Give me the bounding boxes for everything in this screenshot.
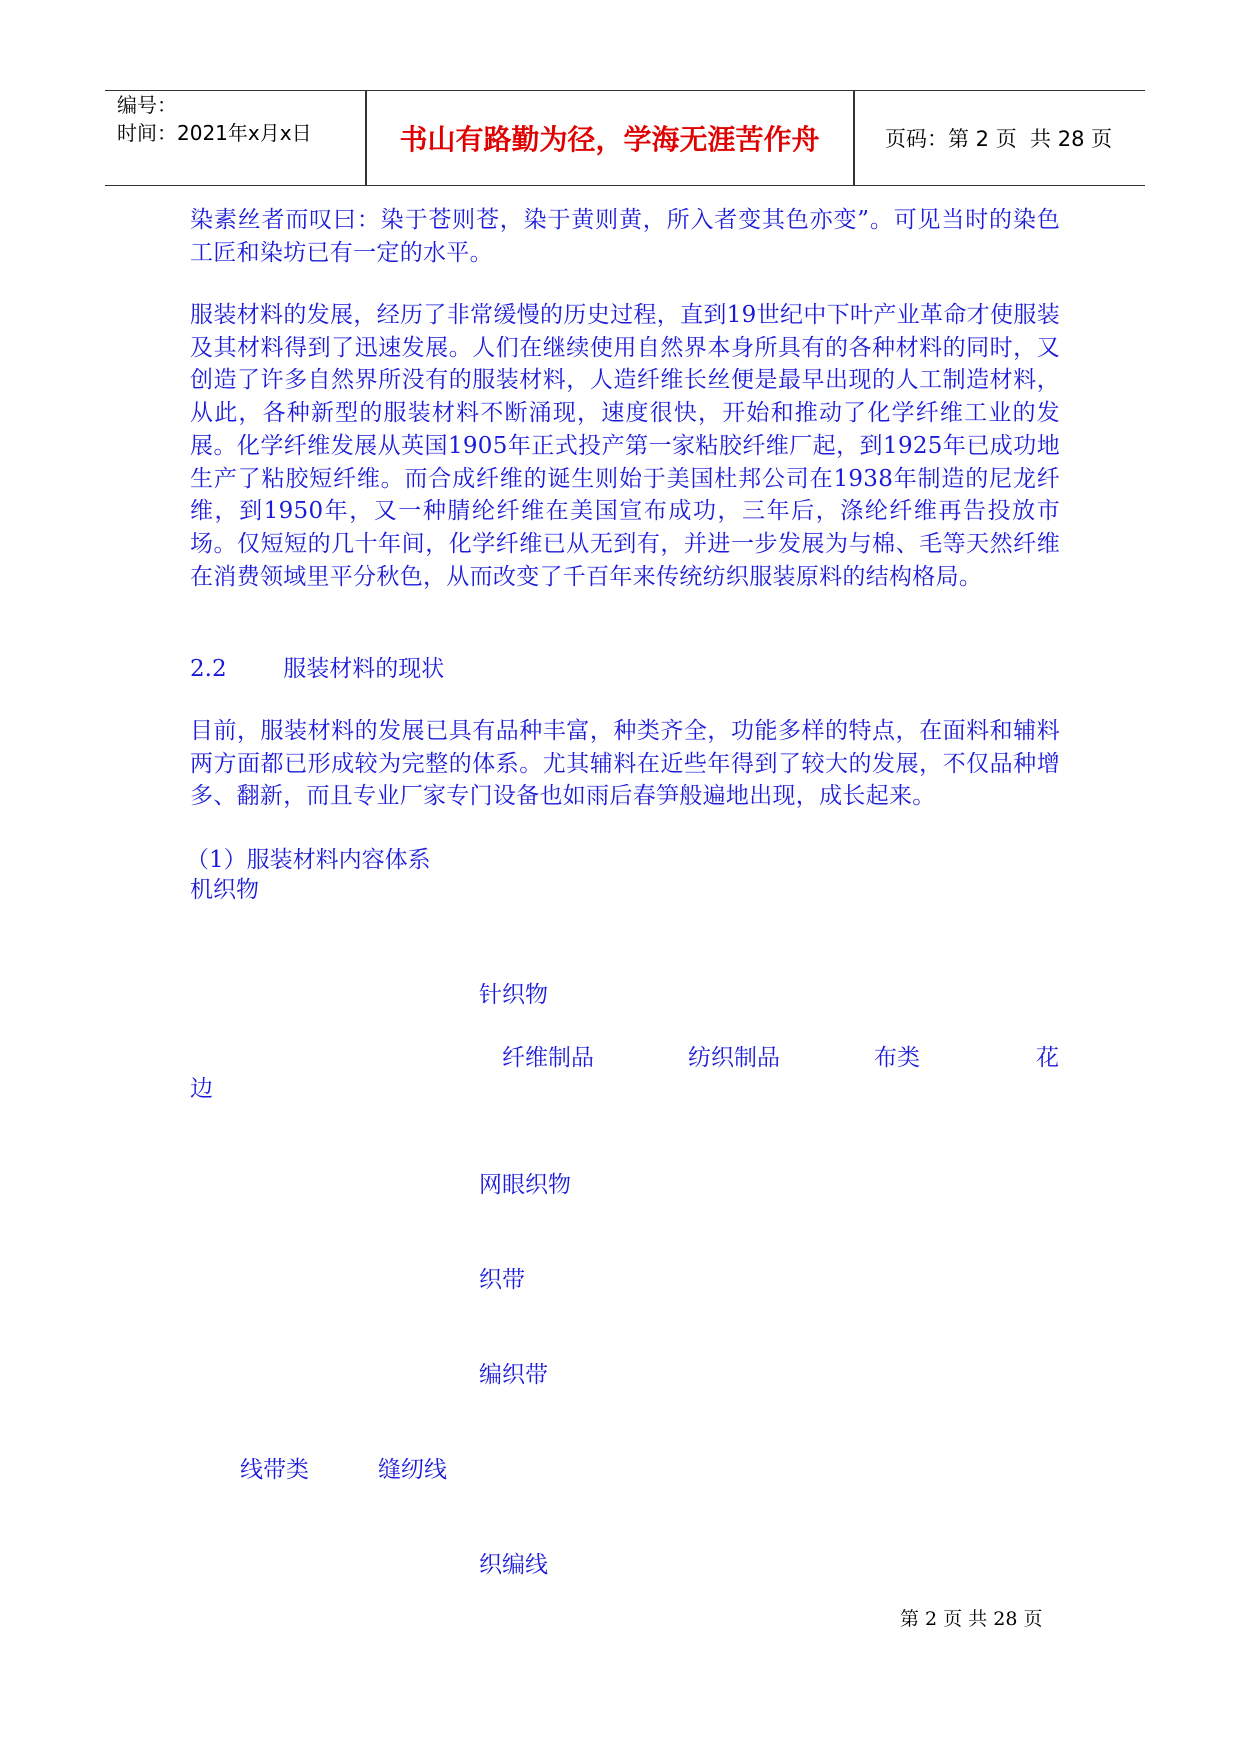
- label-textile-products: 纺织制品: [688, 1045, 780, 1071]
- header-number-label: 编号：: [117, 93, 177, 117]
- label-thread-tape: 线带类: [240, 1457, 309, 1483]
- section-title: 服装材料的现状: [283, 656, 445, 682]
- label-braid-thread: 织编线: [479, 1552, 548, 1578]
- label-braided-tape: 编织带: [479, 1362, 548, 1388]
- section-number: 2.2: [190, 656, 227, 682]
- paragraph-development: 服装材料的发展，经历了非常缓慢的历史过程，直到19世纪中下叶产业革命才使服装及其材料得到了迅速发展。人们在继续使用自然界本身所具有的各种材料的同时，又创造了许多自然界所没有的服装材料，人造纤维长丝便是最早出现的人工制造材料，从此，各种新型的服装材料不断涌现，速度很快，开始和推动了化学纤维工业的发展。化学纤维发展从英国1905年正式投产第一家粘胶纤维厂起，到1925年已成功地生产了粘胶短纤维。而合成纤维的诞生则始于美国杜邦公司在1938年制造的尼龙纤维，到1950年，又一种腈纶纤维在美国宣布成功，三年后，涤纶纤维再告投放市场。仅短短的几十年间，化学纤维已从无到有，并进一步发展为与棉、毛等天然纤维在消费领域里平分秋色，从而改变了千百年来传统纺织服装原料的结构格局。: [190, 302, 1060, 590]
- header-page-code: 页码：第 2 页 共 28 页: [885, 127, 1113, 151]
- header-motto: 书山有路勤为径，学海无涯苦作舟: [399, 123, 820, 156]
- header-divider: [853, 91, 855, 185]
- label-fiber-products: 纤维制品: [502, 1045, 594, 1071]
- section-heading: [190, 654, 444, 684]
- label-mesh: 网眼织物: [479, 1172, 571, 1198]
- label-webbing: 织带: [479, 1267, 525, 1293]
- list-heading: （1）服装材料内容体系: [186, 847, 431, 873]
- label-lace-part2: 边: [190, 1076, 213, 1102]
- page-footer: 第 2 页 共 28 页: [900, 1608, 1043, 1630]
- paragraph-current-status: 目前，服装材料的发展已具有品种丰富，种类齐全，功能多样的特点，在面料和辅料两方面都已形成较为完整的体系。尤其辅料在近些年得到了较大的发展，不仅品种增多、翻新，而且专业厂家专门设备也如雨后春笋般遍地出现，成长起来。: [190, 718, 1060, 810]
- label-knitted: 针织物: [479, 982, 548, 1008]
- label-lace-part1: 花: [1036, 1045, 1059, 1071]
- label-woven: 机织物: [190, 877, 259, 903]
- header-time-label: 时间：2021年x月x日: [117, 121, 312, 145]
- document-header: [105, 90, 1145, 186]
- header-meta: [117, 91, 312, 147]
- label-cloth: 布类: [874, 1045, 920, 1071]
- paragraph-dyeing: 染素丝者而叹曰：染于苍则苍，染于黄则黄，所入者变其色亦变”。可见当时的染色工匠和染坊已有一定的水平。: [190, 207, 1060, 266]
- label-sewing-thread: 缝纫线: [378, 1457, 447, 1483]
